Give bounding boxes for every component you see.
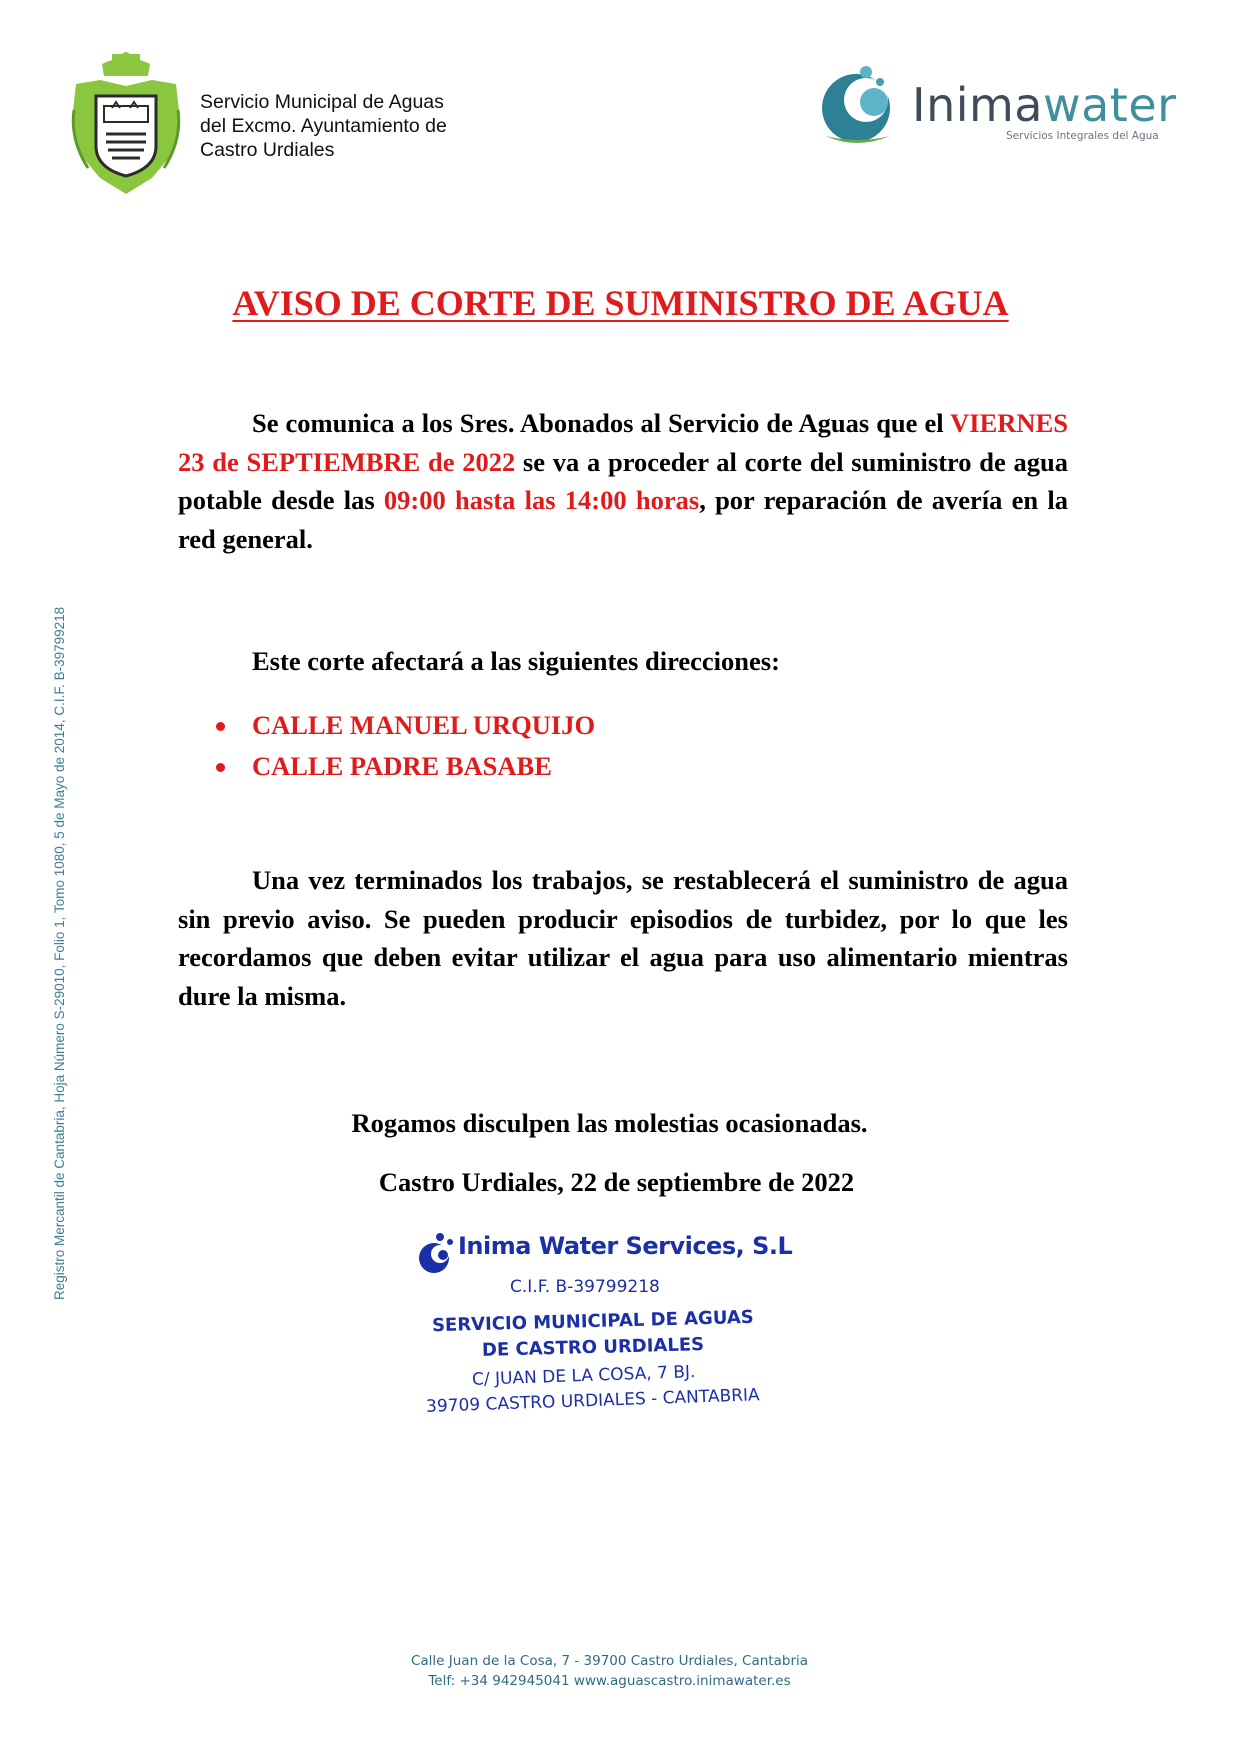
municipal-crest-logo bbox=[68, 50, 184, 196]
notice-paragraph-3: Una vez terminados los trabajos, se restablecerá el suministro de agua sin previo aviso. Se pueden producir episodios de turbidez, por lo que les recordamos que deben evitar utilizar el agua para uso alimentario mientras dure la misma. bbox=[178, 865, 1068, 1011]
paragraph-text: se va a proceder al corte del suministro de agua potable desde las bbox=[178, 446, 1068, 515]
stamp-company-name: Inima Water Services, S.L bbox=[458, 1232, 793, 1260]
logo-tagline: Servicios Integrales del Agua bbox=[1006, 130, 1159, 142]
water-drop-icon bbox=[814, 58, 904, 148]
address-item bbox=[212, 705, 595, 746]
place-and-date: Castro Urdiales, 22 de septiembre de 2022 bbox=[378, 1167, 855, 1197]
address-text: CALLE MANUEL URQUIJO bbox=[252, 710, 596, 740]
inimawater-logo bbox=[814, 58, 1194, 148]
org-line: Castro Urdiales bbox=[200, 139, 335, 161]
stamp-line: 39709 CASTRO URDIALES - CANTABRIA bbox=[425, 1385, 760, 1417]
footer-contact: Telf: +34 942945041 www.aguascastro.inimawater.es bbox=[428, 1673, 791, 1689]
footer-address: Calle Juan de la Cosa, 7 - 39700 Castro Urdiales, Cantabria bbox=[410, 1653, 809, 1669]
registry-side-text: Registro Mercantil de Cantabria, Hoja Número S-29010, Folio 1, Tomo 1080, 5 de Mayo de 2014, C.I.F. B-39799218 bbox=[52, 606, 67, 1300]
stamp-drop-icon bbox=[414, 1230, 460, 1276]
paragraph-text: , por reparación de avería en la red general. bbox=[178, 485, 1068, 554]
logo-name-part2: water bbox=[1043, 78, 1177, 132]
affected-addresses-list bbox=[212, 705, 595, 787]
paragraph-text: Se comunica a los Sres. Abonados al Servicio de Aguas que el bbox=[252, 408, 944, 438]
outage-hours: 09:00 hasta las 14:00 horas bbox=[383, 485, 700, 515]
organization-name bbox=[200, 90, 447, 162]
org-line: del Excmo. Ayuntamiento de bbox=[200, 115, 447, 137]
bullet-icon bbox=[216, 763, 225, 772]
stamp-cif: C.I.F. B-39799218 bbox=[510, 1277, 660, 1297]
logo-wordmark bbox=[912, 80, 1177, 130]
notice-paragraph-2: Este corte afectará a las siguientes direcciones: bbox=[252, 646, 780, 676]
org-line: Servicio Municipal de Aguas bbox=[200, 91, 444, 113]
outage-date: VIERNES 23 de SEPTIEMBRE de 2022 bbox=[178, 408, 1068, 477]
notice-paragraph-1 bbox=[178, 404, 1068, 558]
stamp-line: SERVICIO MUNICIPAL DE AGUAS bbox=[431, 1306, 755, 1337]
notice-title: AVISO DE CORTE DE SUMINISTRO DE AGUA bbox=[232, 283, 1009, 323]
stamp-line: DE CASTRO URDIALES bbox=[481, 1334, 705, 1361]
page-footer bbox=[0, 1651, 1241, 1691]
stamp-line: C/ JUAN DE LA COSA, 7 BJ. bbox=[471, 1362, 696, 1390]
address-text: CALLE PADRE BASABE bbox=[252, 751, 552, 781]
logo-name-part1: Inima bbox=[912, 78, 1043, 132]
closing-text: Rogamos disculpen las molestias ocasionadas. bbox=[351, 1108, 868, 1138]
bullet-icon bbox=[216, 722, 225, 731]
company-stamp bbox=[410, 1226, 793, 1417]
address-item bbox=[212, 746, 595, 787]
